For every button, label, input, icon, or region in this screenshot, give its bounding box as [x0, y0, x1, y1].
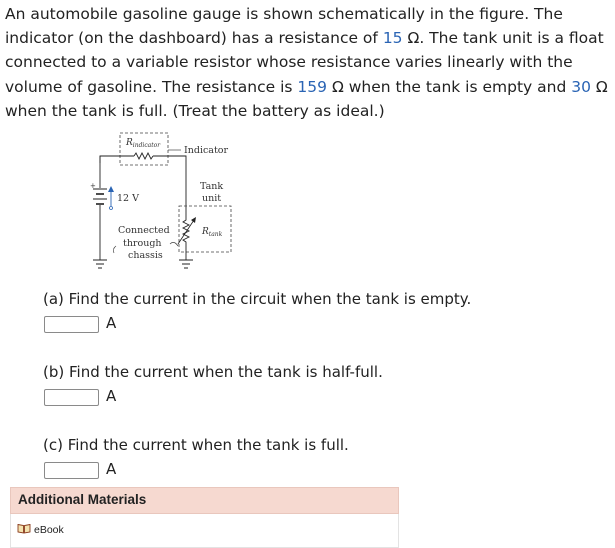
book-icon — [17, 523, 31, 537]
problem-text-1: An automobile gasoline gauge is shown schematically in the figure. The indicator (on the dashboard) has a resistance of — [5, 5, 563, 48]
chassis-label-1: Connected — [118, 225, 170, 236]
answer-b-input[interactable] — [44, 389, 99, 406]
indicator-label: Indicator — [184, 145, 229, 156]
answer-c-input[interactable] — [44, 462, 99, 479]
answer-b-unit: A — [106, 387, 117, 405]
ebook-label: eBook — [34, 524, 64, 536]
indicator-resistor — [134, 153, 153, 159]
chassis-label-3: chassis — [128, 250, 163, 261]
full-resistance-value: 30 — [571, 77, 591, 96]
circuit-diagram — [78, 128, 258, 280]
r-indicator-label: $R_{indicator}$ — [126, 138, 161, 149]
svg-text:+: + — [90, 182, 96, 190]
battery-label: 12 V — [117, 193, 139, 204]
additional-materials-body — [10, 514, 399, 548]
ebook-link[interactable] — [17, 523, 64, 537]
problem-statement — [5, 2, 613, 123]
chassis-label-2: through — [123, 238, 162, 249]
question-a: (a) Find the current in the circuit when the tank is empty. — [43, 290, 472, 308]
question-b: (b) Find the current when the tank is half-full. — [43, 363, 383, 381]
answer-a-unit: A — [106, 314, 117, 332]
answer-c-unit: A — [106, 460, 117, 478]
additional-materials-title: Additional Materials — [18, 492, 147, 507]
problem-text-4: Ω when the tank is full. (Treat the battery as ideal.) — [5, 77, 608, 120]
answer-a-input[interactable] — [44, 316, 99, 333]
tank-unit-label-1: Tank — [200, 181, 224, 192]
additional-materials-header — [10, 487, 399, 514]
r-tank-label: $R_{tank}$ — [202, 227, 223, 238]
question-c: (c) Find the current when the tank is full. — [43, 436, 349, 454]
problem-text-2: Ω. The tank unit is a float connected to a variable resistor whose resistance varies linearly with the volume of gasoline. The resistance is — [5, 29, 604, 96]
empty-resistance-value: 159 — [297, 77, 328, 96]
circuit-figure — [78, 128, 258, 280]
tank-unit-label-2: unit — [202, 193, 222, 204]
indicator-resistance-value: 15 — [382, 29, 403, 48]
problem-text-3: Ω when the tank is empty and — [327, 77, 572, 96]
